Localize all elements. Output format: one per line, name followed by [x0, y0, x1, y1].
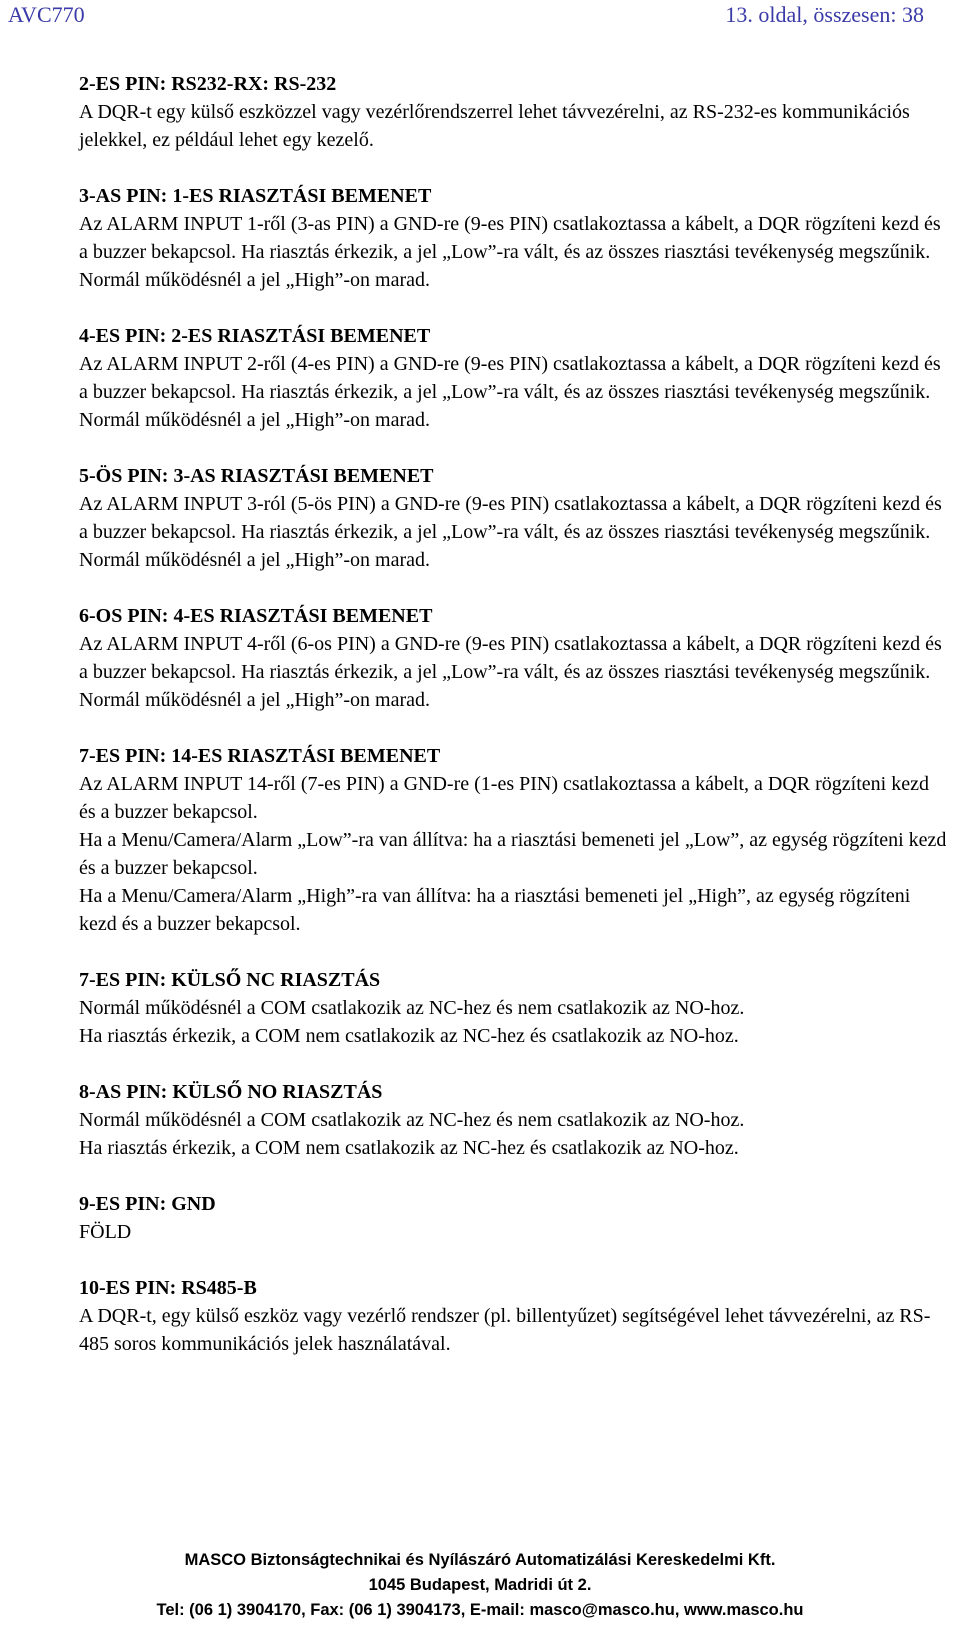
section-text: Az ALARM INPUT 4-ről (6-os PIN) a GND-re (9-es PIN) csatlakoztassa a kábelt, a DQR rögzíteni kezd és a buzzer bekapcsol. Ha riasztás érkezik, a jel „Low”-ra vált, és az összes riasztási tevékenység megszűnik. Normál működésnél a jel „High”-on marad.	[79, 633, 942, 711]
section-text: Az ALARM INPUT 14-ről (7-es PIN) a GND-re (1-es PIN) csatlakoztassa a kábelt, a DQR rögzíteni kezd és a buzzer bekapcsol.	[79, 773, 929, 823]
section-text: Normál működésnél a COM csatlakozik az NC-hez és nem csatlakozik az NO-hoz.	[79, 1109, 745, 1131]
section-pin3	[79, 182, 949, 294]
section-text: Normál működésnél a COM csatlakozik az NC-hez és nem csatlakozik az NO-hoz.	[79, 997, 745, 1019]
section-pin9	[79, 1190, 949, 1246]
section-heading: 9-ES PIN: GND	[79, 1193, 216, 1215]
page-number: 13. oldal, összesen: 38	[725, 2, 924, 27]
section-pin10	[79, 1274, 949, 1358]
document-code: AVC770	[8, 2, 85, 27]
section-pin5	[79, 462, 949, 574]
section-heading: 7-ES PIN: 14-ES RIASZTÁSI BEMENET	[79, 745, 441, 767]
section-text: FÖLD	[79, 1221, 132, 1243]
section-text: Ha a Menu/Camera/Alarm „High”-ra van állítva: ha a riasztási bemeneti jel „High”, az egység rögzíteni kezd és a buzzer bekapcsol.	[79, 885, 911, 935]
section-heading: 6-OS PIN: 4-ES RIASZTÁSI BEMENET	[79, 605, 433, 627]
footer-company: MASCO Biztonságtechnikai és Nyílászáró Automatizálási Kereskedelmi Kft.	[184, 1551, 776, 1569]
section-pin2	[79, 70, 949, 154]
section-text: Az ALARM INPUT 3-ról (5-ös PIN) a GND-re (9-es PIN) csatlakoztassa a kábelt, a DQR rögzíteni kezd és a buzzer bekapcsol. Ha riasztás érkezik, a jel „Low”-ra vált, és az összes riasztási tevékenység megszűnik. Normál működésnél a jel „High”-on marad.	[79, 493, 942, 571]
section-text: Ha riasztás érkezik, a COM nem csatlakozik az NC-hez és csatlakozik az NO-hoz.	[79, 1137, 739, 1159]
section-heading: 10-ES PIN: RS485-B	[79, 1277, 257, 1299]
section-pin7-nc	[79, 966, 949, 1050]
section-text: A DQR-t, egy külső eszköz vagy vezérlő rendszer (pl. billentyűzet) segítségével lehet távvezérelni, az RS-485 soros kommunikációs jelek használatával.	[79, 1305, 931, 1355]
section-heading: 5-ÖS PIN: 3-AS RIASZTÁSI BEMENET	[79, 465, 434, 487]
section-pin8-no	[79, 1078, 949, 1162]
section-pin4	[79, 322, 949, 434]
section-text: Ha riasztás érkezik, a COM nem csatlakozik az NC-hez és csatlakozik az NO-hoz.	[79, 1025, 739, 1047]
section-text: Ha a Menu/Camera/Alarm „Low”-ra van állítva: ha a riasztási bemeneti jel „Low”, az egység rögzíteni kezd és a buzzer bekapcsol.	[79, 829, 947, 879]
section-text: Az ALARM INPUT 1-ről (3-as PIN) a GND-re (9-es PIN) csatlakoztassa a kábelt, a DQR rögzíteni kezd és a buzzer bekapcsol. Ha riasztás érkezik, a jel „Low”-ra vált, és az összes riasztási tevékenység megszűnik. Normál működésnél a jel „High”-on marad.	[79, 213, 941, 291]
section-heading: 4-ES PIN: 2-ES RIASZTÁSI BEMENET	[79, 325, 431, 347]
footer-contact: Tel: (06 1) 3904170, Fax: (06 1) 3904173, E-mail: masco@masco.hu, www.masco.hu	[156, 1601, 804, 1619]
section-heading: 7-ES PIN: KÜLSŐ NC RIASZTÁS	[79, 969, 381, 991]
section-text: Az ALARM INPUT 2-ről (4-es PIN) a GND-re (9-es PIN) csatlakoztassa a kábelt, a DQR rögzíteni kezd és a buzzer bekapcsol. Ha riasztás érkezik, a jel „Low”-ra vált, és az összes riasztási tevékenység megszűnik. Normál működésnél a jel „High”-on marad.	[79, 353, 941, 431]
section-heading: 2-ES PIN: RS232-RX: RS-232	[79, 73, 337, 95]
page-header	[8, 2, 924, 28]
footer-address: 1045 Budapest, Madridi út 2.	[368, 1576, 592, 1594]
document-body	[79, 70, 949, 1386]
section-heading: 8-AS PIN: KÜLSŐ NO RIASZTÁS	[79, 1081, 383, 1103]
section-pin6	[79, 602, 949, 714]
page-footer	[0, 1548, 960, 1623]
section-pin7-alarm14	[79, 742, 949, 938]
section-heading: 3-AS PIN: 1-ES RIASZTÁSI BEMENET	[79, 185, 432, 207]
section-text: A DQR-t egy külső eszközzel vagy vezérlőrendszerrel lehet távvezérelni, az RS-232-es kommunikációs jelekkel, ez például lehet egy kezelő.	[79, 101, 910, 151]
